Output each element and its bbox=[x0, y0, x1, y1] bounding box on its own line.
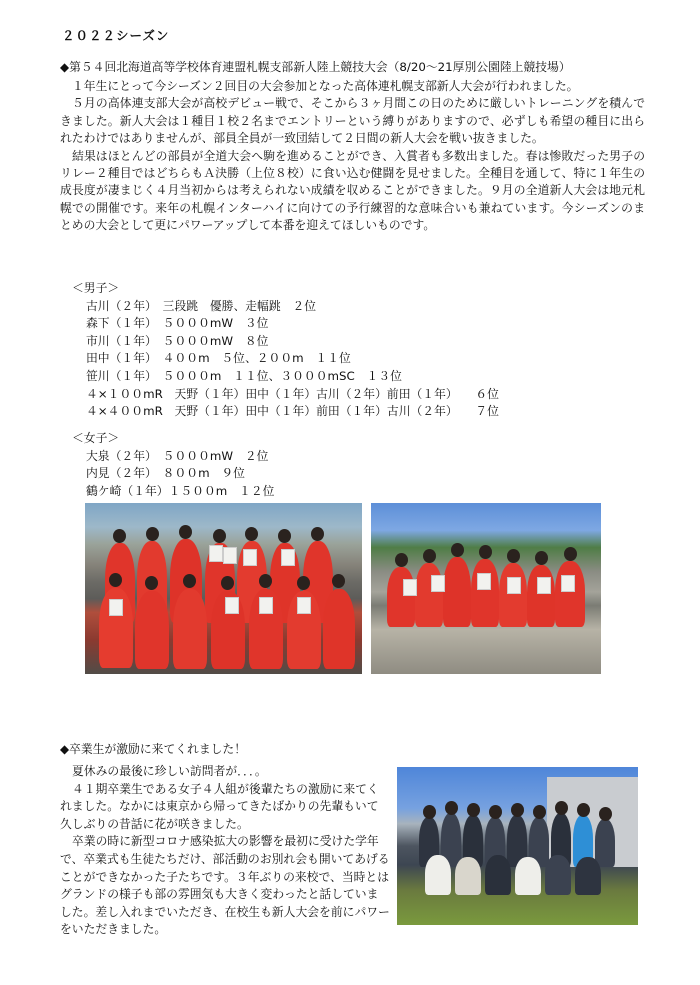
person-head bbox=[511, 803, 524, 817]
athlete-figure bbox=[387, 567, 415, 627]
athlete-head bbox=[297, 576, 310, 590]
girls-team-photo bbox=[85, 503, 362, 674]
certificate bbox=[259, 597, 273, 614]
certificate bbox=[209, 545, 223, 562]
athlete-head bbox=[311, 527, 324, 541]
section1-body bbox=[60, 78, 645, 235]
athlete-head bbox=[479, 545, 492, 559]
boys-results bbox=[72, 280, 499, 421]
girls-results bbox=[72, 430, 274, 500]
athlete-figure bbox=[527, 565, 555, 627]
athlete-head bbox=[213, 529, 226, 543]
certificate bbox=[243, 549, 257, 566]
result-row: 鶴ケ崎（１年）１５００m １２位 bbox=[86, 483, 275, 498]
section2-paragraph: ４１期卒業生である女子４人組が後輩たちの激励に来てくれました。なかには東京から帰ってきたばかりの先輩もいて久しぶりの昔話に花が咲きました。 bbox=[60, 781, 379, 831]
section1-title: ◆第５４回北海道高等学校体育連盟札幌支部新人陸上競技大会（8/20～21厚別公園陸上競技場） bbox=[60, 60, 571, 74]
person-head bbox=[467, 803, 480, 817]
athlete-head bbox=[564, 547, 577, 561]
athlete-figure bbox=[323, 589, 355, 669]
certificate bbox=[477, 573, 491, 590]
boys-header: ＜男子＞ bbox=[72, 281, 120, 295]
athlete-figure bbox=[415, 563, 443, 627]
athlete-head bbox=[109, 573, 122, 587]
athlete-head bbox=[183, 574, 196, 588]
certificate bbox=[403, 579, 417, 596]
athlete-figure bbox=[555, 561, 585, 627]
section2-body bbox=[60, 763, 390, 939]
athlete-figure bbox=[471, 559, 499, 627]
athlete-head bbox=[395, 553, 408, 567]
person-figure bbox=[455, 857, 481, 895]
result-row: 森下（１年） ５０００mW ３位 bbox=[86, 316, 269, 331]
person-figure bbox=[595, 819, 615, 867]
result-row: 市川（１年） ５０００mW ８位 bbox=[86, 333, 269, 348]
person-head bbox=[489, 805, 502, 819]
certificate bbox=[225, 597, 239, 614]
certificate bbox=[109, 599, 123, 616]
certificate bbox=[297, 597, 311, 614]
person-figure bbox=[485, 855, 511, 895]
section1-paragraph: １年生にとって今シーズン２回目の大会参加となった高体連札幌支部新人大会が行われました。 bbox=[72, 79, 579, 93]
athlete-head bbox=[221, 576, 234, 590]
athlete-figure bbox=[499, 563, 527, 627]
athlete-head bbox=[145, 576, 158, 590]
certificate bbox=[561, 575, 575, 592]
certificate bbox=[281, 549, 295, 566]
girls-header: ＜女子＞ bbox=[72, 431, 120, 445]
certificate bbox=[223, 547, 237, 564]
athlete-head bbox=[146, 527, 159, 541]
athlete-figure bbox=[135, 591, 169, 669]
person-head bbox=[423, 805, 436, 819]
athlete-head bbox=[278, 529, 291, 543]
athlete-figure bbox=[173, 589, 207, 669]
result-row: 古川（２年） 三段跳 優勝、走幅跳 ２位 bbox=[86, 298, 317, 313]
athlete-head bbox=[113, 529, 126, 543]
person-figure bbox=[545, 855, 571, 895]
athlete-head bbox=[259, 574, 272, 588]
certificate bbox=[431, 575, 445, 592]
result-row: ４×４００mR 天野（１年）田中（１年）前田（１年）古川（２年） ７位 bbox=[86, 404, 499, 419]
result-row: ４×１００mR 天野（１年）田中（１年）古川（２年）前田（１年） ６位 bbox=[86, 386, 499, 401]
section2-title: ◆卒業生が激励に来てくれました！ bbox=[60, 742, 247, 756]
athlete-head bbox=[423, 549, 436, 563]
section2-paragraph: 卒業の時に新型コロナ感染拡大の影響を最初に受けた学年で、卒業式も生徒たちだけ、部活動のお別れ会も開いてあげることができなかった子たちです。３年ぶりの来校で、当時とはグランドの様子も部の雰囲気も大きく変わったと話していました。差し入れまでいただき、在校生も新人大会を前にパワーをいただきました。 bbox=[60, 834, 390, 937]
person-figure bbox=[425, 855, 451, 895]
result-row: 笹川（１年） ５０００m １１位、３０００mSC １３位 bbox=[86, 368, 402, 383]
athlete-head bbox=[332, 574, 345, 588]
section2-paragraph: 夏休みの最後に珍しい訪問者が．．．。 bbox=[72, 764, 267, 778]
person-head bbox=[599, 807, 612, 821]
result-row: 田中（１年） ４００m ５位、２００m １１位 bbox=[86, 351, 351, 366]
person-figure bbox=[575, 857, 601, 895]
person-figure bbox=[515, 857, 541, 895]
athlete-head bbox=[451, 543, 464, 557]
result-row: 内見（２年） ８００m ９位 bbox=[86, 466, 245, 481]
person-head bbox=[445, 801, 458, 815]
athlete-figure bbox=[443, 557, 471, 627]
certificate bbox=[537, 577, 551, 594]
boys-team-photo bbox=[371, 503, 601, 674]
person-head bbox=[533, 805, 546, 819]
athlete-head bbox=[507, 549, 520, 563]
athlete-head bbox=[535, 551, 548, 565]
certificate bbox=[507, 577, 521, 594]
person-head bbox=[577, 803, 590, 817]
person-head bbox=[555, 801, 568, 815]
section1-paragraph: ５月の高体連支部大会が高校デビュー戦で、そこから３ヶ月間この日のために厳しいトレーニングを積んできました。新人大会は１種目１校２名までエントリーという縛りがありますので、必ずしも希望の種目に出られたわけではありませんが、部員全員が一致団結して２日間の新人大会を戦い抜きました。 bbox=[60, 96, 645, 146]
athlete-head bbox=[179, 525, 192, 539]
athlete-head bbox=[245, 527, 258, 541]
graduates-visit-photo bbox=[397, 767, 638, 925]
section1-paragraph: 結果はほとんどの部員が全道大会へ駒を進めることができ、入賞者も多数出ました。春は惨敗だった男子のリレー２種目ではどちらもＡ決勝（上位８校）に食い込む健闘を見せました。全種目を通して、特に１年生の成長度が凄まじく４月当初からは考えられない成績を収めることができました。９月の全道新人大会は地元札幌での開催です。来年の札幌インターハイに向けての予行練習的な意味合いも兼ねています。今シーズンのまとめの大会として更にパワーアップして本番を迎えてほしいものです。 bbox=[60, 148, 645, 233]
result-row: 大泉（２年） ５０００mW ２位 bbox=[86, 448, 269, 463]
season-title: ２０２２シーズン bbox=[62, 28, 170, 43]
